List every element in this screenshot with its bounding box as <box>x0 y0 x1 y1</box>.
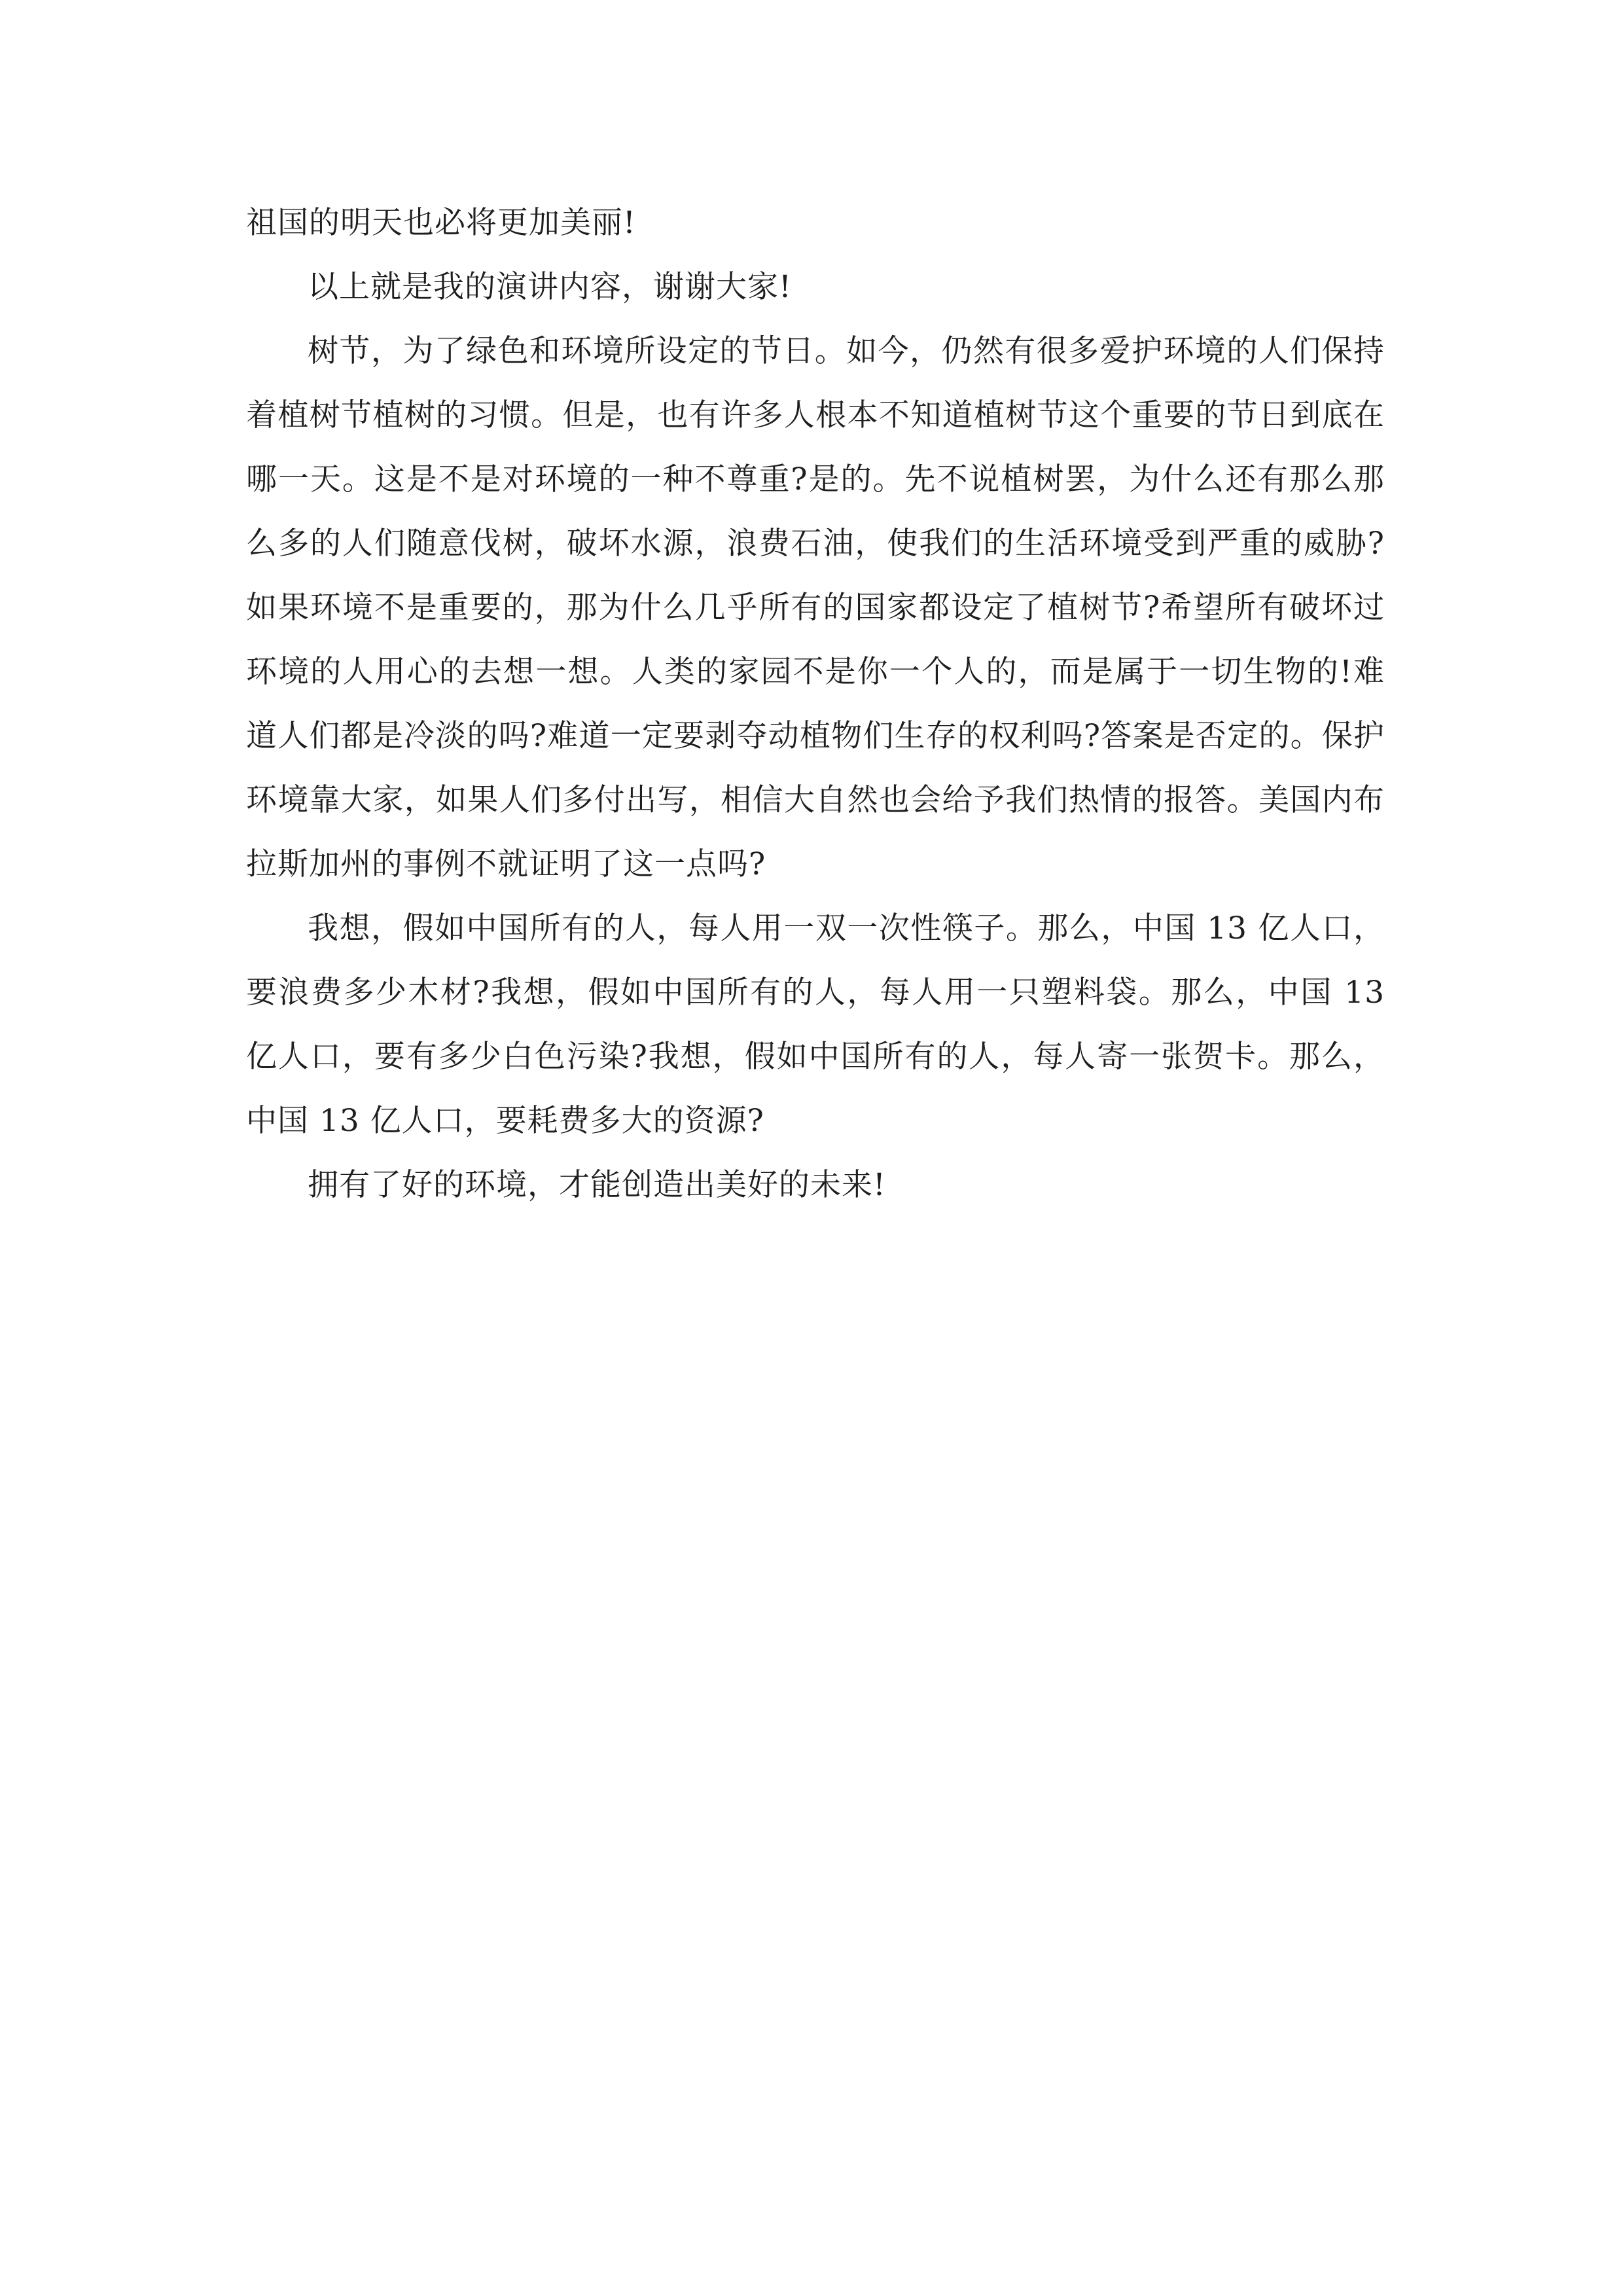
paragraph-5: 拥有了好的环境，才能创造出美好的未来! <box>308 1167 886 1203</box>
paragraph-1: 祖国的明天也必将更加美丽! <box>246 205 636 241</box>
document-body <box>246 191 1385 1217</box>
paragraph-2: 以上就是我的演讲内容，谢谢大家! <box>308 269 792 305</box>
paragraph-3: 树节，为了绿色和环境所设定的节日。如今，仍然有很多爱护环境的人们保持着植树节植树的习惯。但是，也有许多人根本不知道植树节这个重要的节日到底在哪一天。这是不是对环境的一种不尊重?是的。先不说植树罢，为什么还有那么那么多的人们随意伐树，破坏水源，浪费石油，使我们的生活环境受到严重的威胁?如果环境不是重要的，那为什么几乎所有的国家都设定了植树节?希望所有破坏过环境的人用心的去想一想。人类的家园不是你一个人的，而是属于一切生物的!难道人们都是冷淡的吗?难道一定要剥夺动植物们生存的权利吗?答案是否定的。保护环境靠大家，如果人们多付出写，相信大自然也会给予我们热情的报答。美国内布拉斯加州的事例不就证明了这一点吗? <box>246 333 1385 882</box>
paragraph-4: 我想，假如中国所有的人，每人用一双一次性筷子。那么，中国 13 亿人口，要浪费多少木材?我想，假如中国所有的人，每人用一只塑料袋。那么，中国 13 亿人口，要有多少白色污染?我想，假如中国所有的人，每人寄一张贺卡。那么，中国 13 亿人口，要耗费多大的资源? <box>246 910 1385 1139</box>
